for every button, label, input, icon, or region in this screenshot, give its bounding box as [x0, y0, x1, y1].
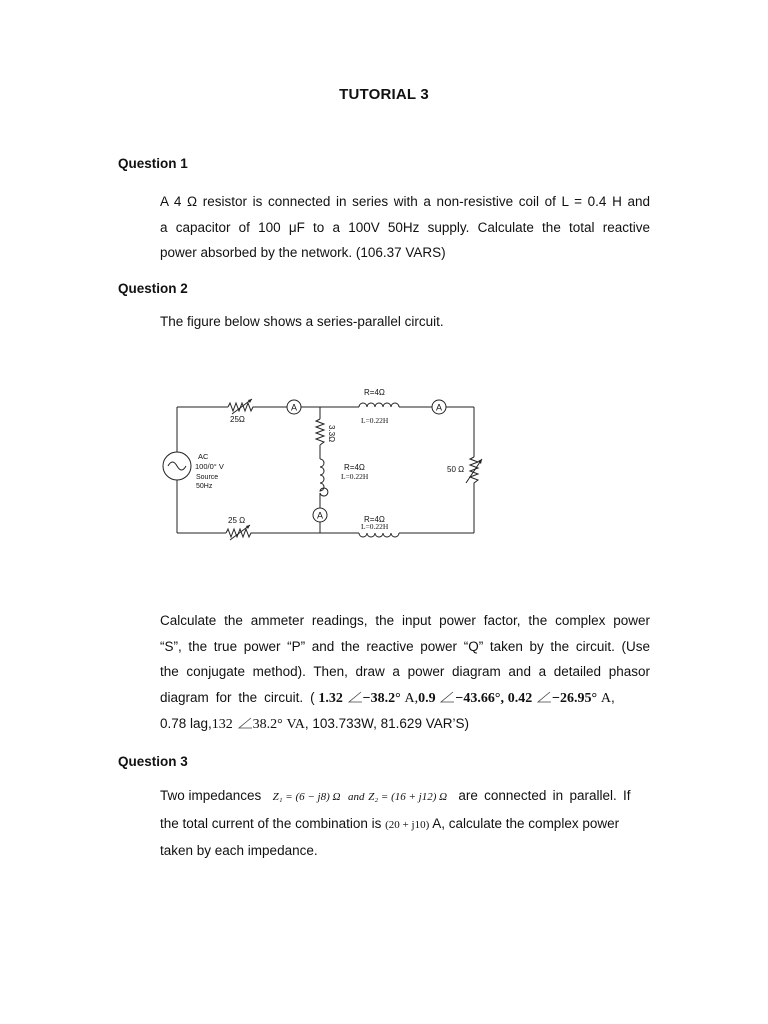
question-1-heading: Question 1: [118, 156, 188, 171]
coil-bottom: [359, 533, 399, 537]
label-source-2: 100/0° V: [195, 462, 224, 471]
label-source-3: Source: [196, 474, 219, 481]
question-3-line: [160, 811, 650, 839]
label-r-right: 50 Ω: [447, 465, 465, 474]
question-2-answer-line: [160, 711, 650, 738]
svg-text:A: A: [290, 402, 298, 413]
question-3-line: taken by each impedance.: [160, 843, 318, 858]
answer-line-5-suffix: , 103.733W, 81.629 VAR’S): [304, 716, 469, 731]
answer-1-angle: −38.2°: [362, 690, 401, 706]
ammeter-top-left: [287, 400, 301, 414]
label-source-4: 50Hz: [196, 483, 213, 490]
question-2-line: the conjugate method). Then, draw a power diagram and a detailed phasor: [160, 664, 650, 679]
answer-prefix: diagram for the circuit. (: [160, 689, 315, 705]
label-r-middle: 3.3Ω: [327, 425, 336, 443]
answer-1-unit: A,: [404, 690, 419, 706]
question-2-answer-line: [160, 685, 650, 712]
question-1-text: [160, 189, 650, 266]
question-2-line: “S”, the true power “P” and the reactive power “Q” taken by the circuit. (Use: [160, 638, 650, 654]
impedance-z1: Z₁ = (6 − j8) Ω: [272, 791, 341, 803]
question-2-line: Calculate the ammeter readings, the input power factor, the complex power: [160, 613, 650, 628]
total-current: (20 + j10): [385, 818, 430, 831]
coil-middle: [320, 459, 328, 496]
impedance-z2: Z₂ = (16 + j12) Ω: [368, 791, 448, 803]
angle-icon: [347, 691, 363, 703]
question-1-line: power absorbed by the network. (106.37 VARS): [160, 245, 446, 260]
coil-top: [359, 403, 399, 407]
svg-text:A: A: [435, 402, 443, 413]
answer-2-magnitude: 0.9: [418, 690, 436, 706]
question-3-text: [160, 783, 650, 864]
q3-line1-prefix: Two impedances: [160, 788, 262, 803]
label-r-bottom-left: 25 Ω: [228, 516, 246, 525]
label-coil-mid-l: L=0.22H: [341, 472, 369, 481]
q3-line2-suffix: A, calculate the complex power: [432, 815, 620, 831]
answer-line-4-suffix: ,: [610, 689, 615, 705]
question-2-text: [160, 608, 650, 738]
label-coil-bot-r: R=4Ω: [364, 515, 385, 524]
question-1-line: a capacitor of 100 μF to a 100V 50Hz supply. Calculate the total reactive: [160, 219, 650, 235]
page-title: TUTORIAL 3: [339, 86, 429, 103]
answer-4-unit: VA: [286, 717, 305, 732]
question-3-heading: Question 3: [118, 754, 188, 769]
ammeter-middle: [313, 508, 327, 522]
ammeter-top-right: [432, 400, 446, 414]
question-1-line: A 4 Ω resistor is connected in series with a non-resistive coil of L = 0.4 H and: [160, 194, 650, 209]
answer-2-angle: −43.66°,: [455, 690, 504, 706]
ac-source-icon: [163, 452, 191, 480]
answer-3-unit: A: [600, 690, 611, 706]
resistor-middle: [316, 419, 324, 445]
label-source-1: AC: [198, 452, 209, 461]
series-parallel-circuit-diagram: [150, 385, 510, 560]
label-coil-bot-l: L=0.22H: [361, 522, 389, 531]
answer-pf: 0.78 lag,: [160, 716, 212, 731]
answer-3-angle: −26.95°: [551, 690, 598, 706]
svg-text:A: A: [316, 510, 324, 521]
q3-and: and: [347, 791, 365, 803]
question-2-heading: Question 2: [118, 281, 188, 296]
angle-icon: [536, 691, 552, 703]
variable-resistor-right: [466, 457, 482, 485]
answer-1-magnitude: 1.32: [318, 690, 343, 706]
label-coil-mid-r: R=4Ω: [344, 463, 365, 472]
label-coil-top-r: R=4Ω: [364, 388, 385, 397]
question-3-line: [160, 783, 650, 811]
q3-line2-prefix: the total current of the combination is: [160, 815, 382, 831]
label-coil-top-l: L=0.22H: [361, 416, 389, 425]
question-2-intro-line: The figure below shows a series-parallel circuit.: [160, 314, 444, 329]
variable-resistor-top-left: [228, 399, 255, 414]
answer-4-magnitude: 132: [211, 717, 233, 732]
label-r-top-left: 25Ω: [230, 415, 245, 424]
q3-line1-suffix: are connected in parallel. If: [458, 788, 631, 803]
angle-icon: [439, 691, 455, 703]
answer-3-magnitude: 0.42: [507, 690, 533, 706]
variable-resistor-bottom-left: [226, 525, 253, 540]
angle-icon: [237, 717, 253, 729]
question-2-intro: [160, 309, 650, 335]
answer-4-angle: 38.2°: [252, 717, 283, 732]
